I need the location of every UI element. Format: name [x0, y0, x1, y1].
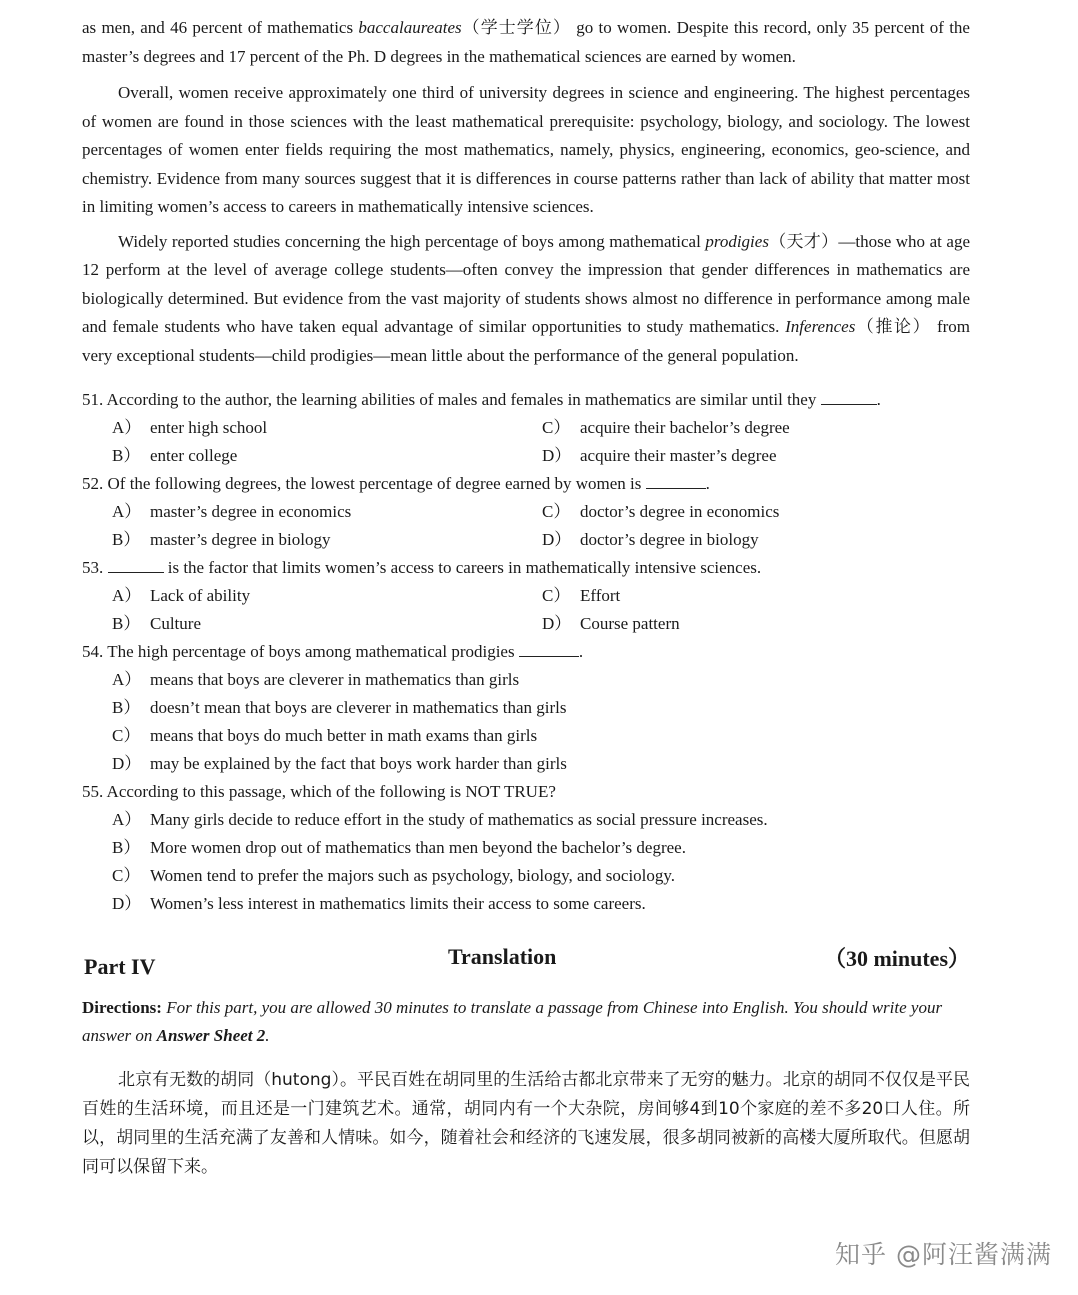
- option-c[interactable]: C） Effort: [542, 586, 621, 605]
- option-list: [82, 498, 970, 554]
- option-d[interactable]: D） Women’s less interest in mathematics limits their access to some careers.: [112, 894, 646, 913]
- option-a[interactable]: A） means that boys are cleverer in mathematics than girls: [112, 670, 520, 689]
- zhihu-watermark: 知乎 @阿汪酱满满: [835, 1240, 1052, 1269]
- question-stem: 54. The high percentage of boys among mathematical prodigies .: [82, 642, 584, 661]
- answer-blank: [108, 571, 164, 573]
- option-b[interactable]: B） master’s degree in biology: [112, 530, 331, 549]
- option-d[interactable]: D） doctor’s degree in biology: [542, 530, 759, 549]
- option-a[interactable]: A） Many girls decide to reduce effort in the study of mathematics as social pressure increases.: [112, 810, 768, 829]
- passage-paragraph-3: Widely reported studies concerning the high percentage of boys among mathematical prodigies（天才）—those who at age 12 perform at the level of average college students—often convey the impression that gender differences in mathematics are biologically determined. But evidence from the vast majority of students shows almost no difference in performance among male and female students who have taken equal advantage of similar opportunities to study mathematics. Inferences（推论） from very exceptional students—child prodigies—mean little about the performance of the general population.: [82, 231, 970, 365]
- question-53: [82, 554, 970, 638]
- part-label: Part IV: [84, 954, 156, 979]
- option-c[interactable]: C） Women tend to prefer the majors such as psychology, biology, and sociology.: [112, 866, 676, 885]
- part-time-limit: （30 minutes）: [823, 946, 970, 971]
- question-stem: 52. Of the following degrees, the lowest percentage of degree earned by women is .: [82, 474, 710, 493]
- answer-blank: [821, 403, 877, 405]
- directions: Directions: For this part, you are allowed 30 minutes to translate a passage from Chinese into English. You should write your answer on Answer Sheet 2.: [82, 998, 943, 1045]
- option-b[interactable]: B） More women drop out of mathematics than men beyond the bachelor’s degree.: [112, 838, 686, 857]
- option-a[interactable]: A） enter high school: [112, 418, 268, 437]
- question-stem: 51. According to the author, the learning abilities of males and females in mathematics are similar until they .: [82, 390, 881, 409]
- option-b[interactable]: B） enter college: [112, 446, 238, 465]
- question-51: [82, 386, 970, 470]
- answer-blank: [646, 487, 706, 489]
- question-55: [82, 778, 970, 918]
- passage-paragraph-2: Overall, women receive approximately one third of university degrees in science and engineering. The highest percentages of women are found in those sciences with the least mathematical prerequisite: psychology, biology, and sociology. The lowest percentages of women enter fields requiring the most mathematics, namely, physics, engineering, economics, geo-science, and chemistry. Evidence from many sources suggest that it is differences in course patterns rather than lack of ability that matter most in limiting women’s access to careers in mathematically intensive sciences.: [82, 83, 970, 216]
- term-baccalaureates: baccalaureates: [358, 18, 462, 37]
- option-d[interactable]: D） may be explained by the fact that boys work harder than girls: [112, 754, 567, 773]
- option-d[interactable]: D） Course pattern: [542, 614, 680, 633]
- option-list: [82, 806, 970, 918]
- chinese-passage: 北京有无数的胡同（hutong）。平民百姓在胡同里的生活给古都北京带来了无穷的魅力。北京的胡同不仅仅是平民百姓的生活环境，而且还是一门建筑艺术。通常，胡同内有一个大杂院，房间够4到10个家庭的差不多20口人住。所以，胡同里的生活充满了友善和人情味。如今，随着社会和经济的飞速发展，很多胡同被新的高楼大厦所取代。但愿胡同可以保留下来。: [82, 1070, 970, 1177]
- passage-paragraph-1: as men, and 46 percent of mathematics baccalaureates（学士学位） go to women. Despite this record, only 35 percent of the master’s degrees and 17 percent of the Ph. D degrees in the mathematical sciences are earned by women.: [82, 18, 970, 66]
- option-d[interactable]: D） acquire their master’s degree: [542, 446, 777, 465]
- option-list: [82, 666, 970, 778]
- option-list: [82, 582, 970, 638]
- question-54: [82, 638, 970, 778]
- part-4-header: [82, 940, 970, 984]
- option-list: [82, 414, 970, 470]
- option-a[interactable]: A） Lack of ability: [112, 586, 251, 605]
- option-a[interactable]: A） master’s degree in economics: [112, 502, 352, 521]
- option-c[interactable]: C） acquire their bachelor’s degree: [542, 418, 790, 437]
- option-c[interactable]: C） means that boys do much better in math exams than girls: [112, 726, 538, 745]
- question-stem: 53. is the factor that limits women’s access to careers in mathematically intensive sciences.: [82, 558, 762, 577]
- term-inferences: Inferences: [785, 317, 856, 336]
- option-b[interactable]: B） doesn’t mean that boys are cleverer in mathematics than girls: [112, 698, 567, 717]
- answer-blank: [519, 655, 579, 657]
- part-title: Translation: [448, 944, 557, 969]
- term-prodigies: prodigies: [705, 231, 769, 251]
- question-52: [82, 470, 970, 554]
- option-c[interactable]: C） doctor’s degree in economics: [542, 502, 780, 521]
- question-stem: 55. According to this passage, which of the following is NOT TRUE?: [82, 782, 556, 801]
- option-b[interactable]: B） Culture: [112, 614, 201, 633]
